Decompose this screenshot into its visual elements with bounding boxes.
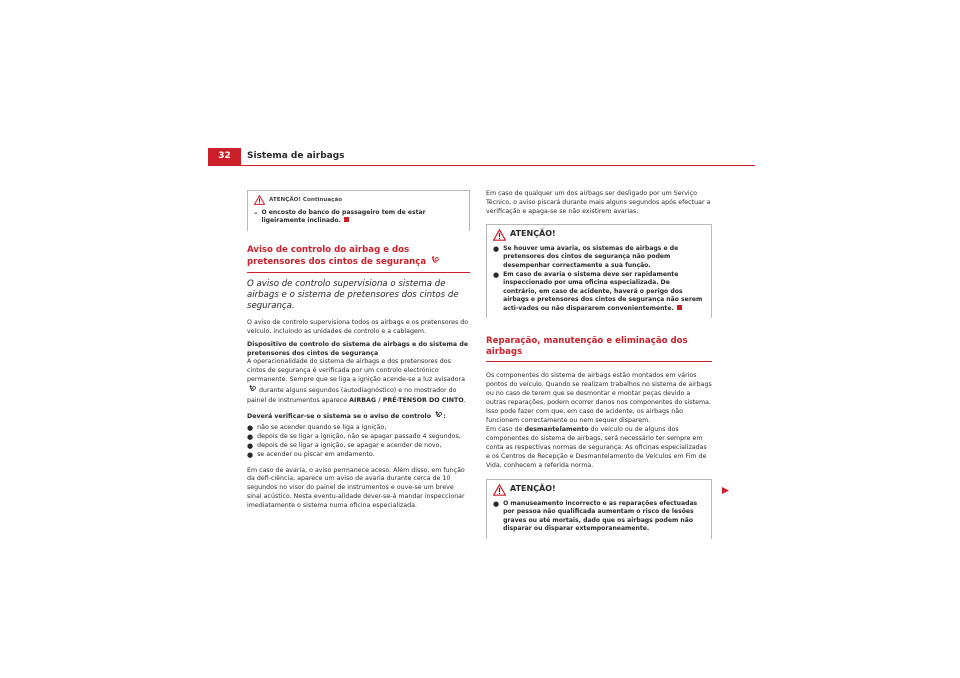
paragraph-components: Os componentes do sistema de airbags estão montados em vários pontos do veículo. Quando se realizam trabalhos no sistema de airbags ou no caso de terem que se desmontar e montar peças devido a outras reparações, podem ocorrer danos nos componentes do sistema. Isso pode fazer com que, em caso de acidente, os airbags não funcionem correctamente ou nem sequer disparem.	[486, 371, 712, 424]
warning-title: ATENÇÃO!	[510, 484, 556, 494]
paragraph-dismantling	[486, 426, 712, 471]
bullet-icon: ●	[247, 423, 254, 432]
list-item	[247, 424, 470, 433]
bullet-icon: ●	[493, 499, 500, 508]
section-title-text: Aviso de controlo do airbag e dos pretensores dos cintos de segurança	[247, 244, 427, 267]
bullet-icon: ●	[247, 441, 254, 450]
section-title-repair: Reparação, manutenção e eliminação dos airbags	[486, 336, 712, 362]
check-system-text: Deverá verificar-se o sistema se o aviso de controlo	[247, 412, 432, 420]
warning-box-handling	[486, 479, 712, 539]
continue-arrow-icon	[721, 480, 730, 499]
self-diagnosis-text-b: durante alguns segundos (autodiagnóstico) e no mostrador do painel de instrumentos aparece	[247, 387, 457, 405]
dismantling-text-a: Em caso de	[486, 426, 523, 434]
check-system-colon: :	[443, 412, 446, 420]
bullet-icon: ●	[247, 450, 254, 459]
warning-triangle-icon	[493, 484, 506, 496]
warning-item	[493, 271, 705, 313]
warning-item	[493, 500, 705, 534]
left-column	[247, 190, 470, 511]
airbag-warning-light-icon	[434, 411, 442, 423]
section-title-airbag-warning	[247, 245, 470, 273]
paragraph-self-diagnosis	[247, 358, 470, 406]
warning-triangle-icon	[254, 195, 265, 205]
warning-item-text: Em caso de avaria o sistema deve ser rapidamente inspeccionado por uma oficina especializada. De contrário, em caso de acidente, haverá o perigo dos airbags e pretensores dos cintos de segurança não serem acti-vados ou não dispararem convenientemente.	[503, 270, 703, 312]
warning-continued-box	[247, 190, 470, 231]
bullet-icon: ●	[493, 270, 500, 279]
section-lead: O aviso de controlo supervisiona o sistema de airbags e o sistema de pretensores dos cintos de segurança.	[247, 278, 459, 311]
warning-continued-text: O encosto do banco do passageiro tem de estar ligeiramente inclinado.	[261, 209, 426, 225]
list-item-text: depois de se ligar a ignição, não se apagar passado 4 segundos,	[257, 432, 461, 440]
airbag-warning-light-icon	[430, 256, 439, 269]
list-item-text: não se acender quando se liga a ignição,	[257, 423, 387, 431]
warning-item-text: O manuseamento incorrecto e as reparações efectuadas por pessoa não qualificada aumentam o risco de lesões graves ou até mortais, dado que os airbags podem não disparar ou disparar extemporaneamente.	[503, 499, 698, 533]
warning-box-malfunction	[486, 224, 712, 318]
header-rule	[208, 165, 755, 166]
list-item-text: se acender ou piscar em andamento.	[257, 450, 375, 458]
end-mark-icon	[344, 217, 349, 222]
list-item	[247, 433, 470, 442]
dismantling-keyword: desmantelamento	[524, 426, 589, 434]
list-item-text: depois de se ligar a ignição, se apagar e acender de novo,	[257, 441, 442, 449]
page-number: 32	[208, 148, 241, 165]
warning-item	[493, 245, 705, 270]
right-column	[486, 190, 712, 539]
dismantling-text-b: do veículo ou de alguns dos componentes do sistema de airbags, será necessário ter sempre em conta as respectivas normas de segurança. As oficinas especializadas e os Centros de Recepção e Desmantelamento de Veículos em Fim de Vida, conhecem a referida norma.	[486, 426, 707, 470]
bullet-icon: ●	[247, 432, 254, 441]
dash-bullet: –	[254, 209, 258, 217]
display-message: AIRBAG / PRÉ-TENSOR DO CINTO	[349, 397, 464, 405]
list-item	[247, 442, 470, 451]
paragraph-supervision: O aviso de controlo supervisiona todos os airbags e os pretensores do veículo, incluindo as unidades de controlo e a cablagem.	[247, 318, 469, 335]
list-item	[247, 451, 470, 460]
subheading-check-system	[247, 411, 470, 423]
bullet-icon: ●	[493, 244, 500, 253]
warning-title: ATENÇÃO!	[510, 229, 556, 239]
warning-triangle-icon	[493, 229, 506, 241]
warning-item-text: Se houver uma avaria, os sistemas de airbags e de pretensores dos cintos de segurança não podem desempenhar correctamente a sua função.	[503, 244, 679, 269]
paragraph-deactivated-airbag: Em caso de qualquer um dos airbags ser desligado por um Serviço Técnico, o aviso piscará durante mais alguns segundos após efectuar a verificação e apaga-se se não existirem avarias.	[486, 190, 711, 215]
self-diagnosis-text-end: .	[463, 397, 466, 405]
running-header-title: Sistema de airbags	[247, 151, 345, 161]
subheading-control-device: Dispositivo de controlo do sistema de airbags e do sistema de pretensores dos cintos de segurança	[247, 340, 469, 357]
airbag-warning-light-icon	[248, 385, 256, 397]
paragraph-fault: Em caso de avaria, o aviso permanece aceso. Além disso, em função da defi-ciência, aparece um aviso de avaria durante cerca de 10 segundos no visor do painel de instrumentos e ouve-se um breve sinal acústico. Nesta eventu-alidade dever-se-á mandar inspeccionar imediatamente o sistema numa oficina especializada.	[247, 466, 465, 510]
self-diagnosis-text-a: A operacionalidade do sistema de airbags e dos pretensores dos cintos de segurança é verificada por um controlo electrónico permanente. Sempre que se liga a ignição acende-se a luz avisadora	[247, 358, 465, 384]
end-mark-icon	[677, 305, 682, 310]
warning-continued-title: ATENÇÃO! Continuação	[269, 196, 343, 203]
check-conditions-list	[247, 424, 470, 460]
